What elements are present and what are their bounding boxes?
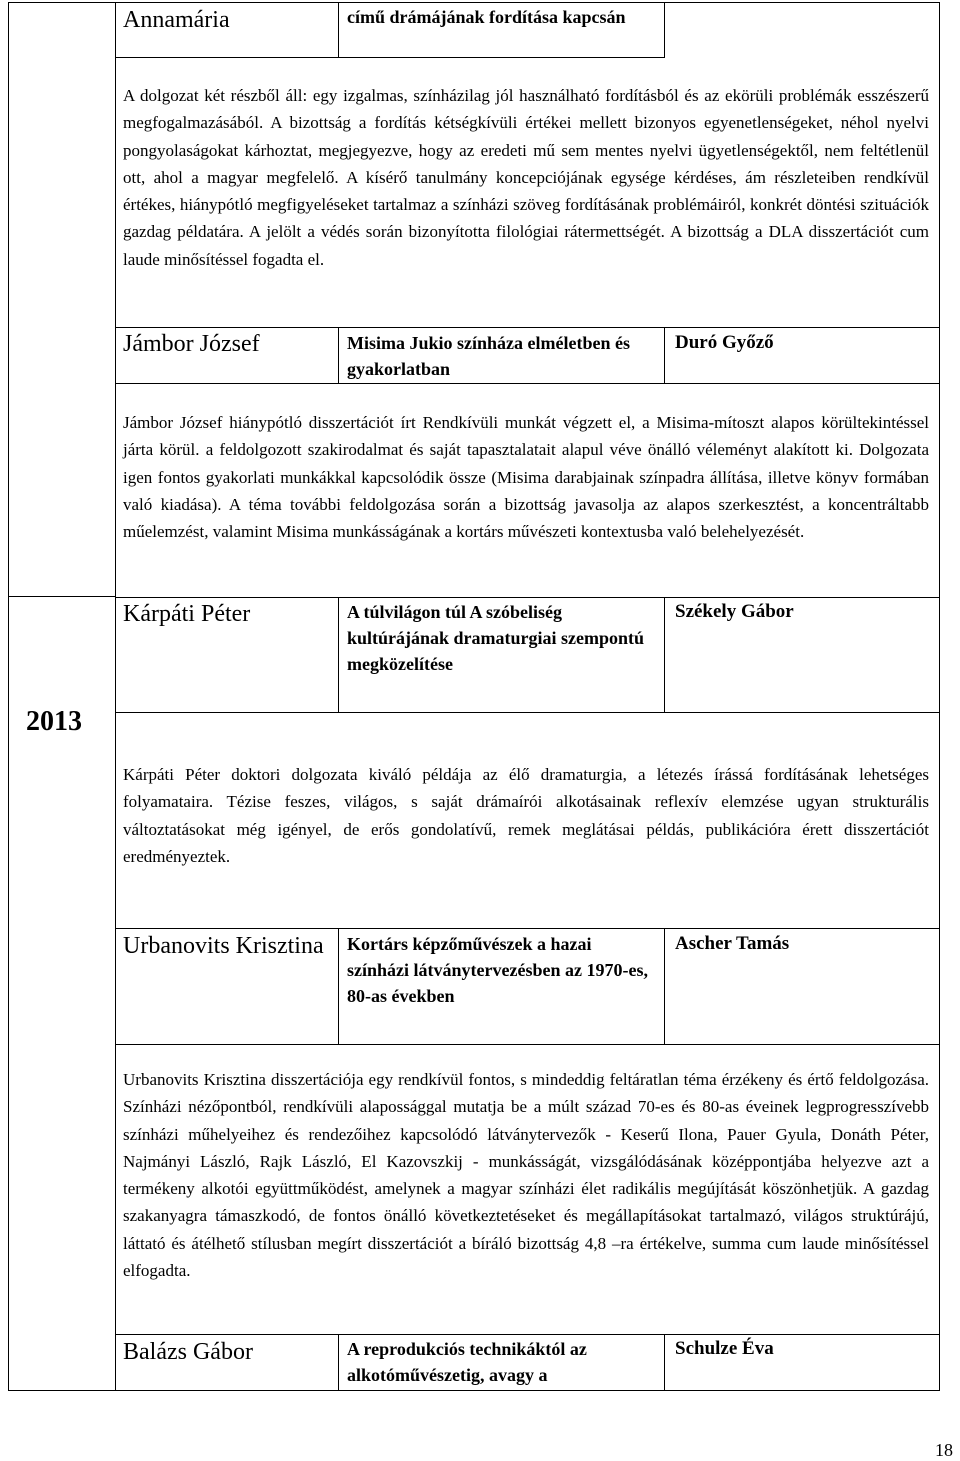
header-row-top xyxy=(115,1334,940,1335)
author-name: Kárpáti Péter xyxy=(123,601,251,627)
header-row-bottom xyxy=(115,57,665,58)
header-col-divider xyxy=(664,2,665,58)
header-col-divider xyxy=(664,928,665,1045)
evaluation-text: A dolgozat két részből áll: egy izgalmas, színházilag jól használható fordításból és az ekörüli problémák esszészerű megfogalmazásából. A bizottság a fordítás kétségkívüli értékei mellett bizonyos egyenetlenségeket, néhol nyelvi pongyolaságokat kárhoztat, megjegyezve, hogy az eredeti mű sem mentes nyelvi ügyetlenségektől, nem feltétlenül ott, ahol a magyar megfelelő. A kísérő tanulmány koncepciójának egysége kérdéses, ám részleteiben rendkívül értékes, hiánypótló megfigyeléseket tartalmaz a színházi szöveg fordításának problémáiról, konkrét döntési szituációk gazdag példatára. A jelölt a védés során bizonyította filológiai rátermettségét. A bizottság a DLA disszertációt cum laude minősítéssel fogadta el. xyxy=(123,86,929,269)
year-label: 2013 xyxy=(26,706,82,737)
header-row-bottom xyxy=(115,383,940,384)
supervisor-name: Duró Győző xyxy=(675,332,774,353)
evaluation-text: Jámbor József hiánypótló disszertációt írt Rendkívüli munkát végzett el, a Misima-mítoszt alapos körültekintéssel járta körül. a feldolgozott szakirodalmat és saját tapasztalatait alapul véve önálló véleményt alakított ki. Dolgozata igen fontos gyakorlati munkákkal kapcsolódik össze (Misima darabjainak színpadra állítása, illetve könyv formában való kiadása). A téma további feldolgozása során a bizottság javasolja az alapos szerkesztést, a koncentráltabb műelemzést, valamint Misima munkásságának a kortárs művészeti kontextusba való belehelyezését. xyxy=(123,413,929,542)
dissertation-title: A túlvilágon túl A szóbeliség kultúrájának dramaturgiai szempontú megközelítése xyxy=(347,602,645,674)
supervisor-name: Székely Gábor xyxy=(675,601,794,622)
header-row-top xyxy=(115,928,940,929)
year-cell-divider xyxy=(8,596,116,597)
table-border-divider xyxy=(115,2,116,1391)
dissertation-title: Misima Jukio színháza elméletben és gyakorlatban xyxy=(347,333,630,379)
header-col-divider xyxy=(338,928,339,1045)
supervisor-name: Schulze Éva xyxy=(675,1338,774,1359)
dissertation-title: A reprodukciós technikáktól az alkotóművészetig, avagy a xyxy=(347,1339,587,1385)
evaluation-text: Kárpáti Péter doktori dolgozata kiváló példája az élő dramaturgia, a létezés írássá fordításának lehetséges folyamataira. Tézise feszes, világos, s saját drámaírói alkotásainak reflexív elemzése ugyan strukturális változtatásokat még igényel, de erős gondolatívű, remek meglátásai példás, publikációra érett disszertációt eredményeztek. xyxy=(123,765,929,866)
header-col-divider xyxy=(664,327,665,384)
header-row-bottom xyxy=(115,1044,940,1045)
evaluation-text: Urbanovits Krisztina disszertációja egy rendkívül fontos, s mindeddig feltáratlan téma érzékeny és értő feldolgozása. Színházi nézőpontból, rendkívüli alapossággal mutatja be a múlt század 70-es és 80-as éveinek legprogresszívebb színházi műhelyeihez és rendezőihez kapcsolódó látványtervezők - Keserű Ilona, Pauer Gyula, Donáth Péter, Najmányi László, Rajk László, El Kazovszkij - munkásságát, vizsgálódásának középpontjába helyezve azt a termékeny alkotói együttműködést, amelynek a magyar színházi élet radikális megújítását köszönhetjük. A gazdag szakanyagra támaszkodó, de fontos önálló következtetéseket és megállapításokat tartalmazó, világos struktúrájú, láttató és átélhető stílusban megírt disszertációt a bíráló bizottság 4,8 –ra értékelve, summa cum laude minősítéssel elfogadta. xyxy=(123,1070,929,1281)
header-row-bottom xyxy=(115,712,940,713)
header-col-divider xyxy=(338,1334,339,1391)
author-name: Balázs Gábor xyxy=(123,1339,253,1365)
header-row-top xyxy=(115,327,940,328)
author-name: Urbanovits Krisztina xyxy=(123,933,324,959)
table-border-bottom xyxy=(8,1390,940,1391)
table-border-right xyxy=(939,2,940,1391)
header-col-divider xyxy=(338,2,339,58)
header-col-divider xyxy=(338,327,339,384)
header-col-divider xyxy=(338,597,339,713)
header-row-top xyxy=(115,597,940,598)
header-col-divider xyxy=(664,597,665,713)
header-col-divider xyxy=(664,1334,665,1391)
dissertation-title: című drámájának fordítása kapcsán xyxy=(347,7,626,27)
author-name: Jámbor József xyxy=(123,331,260,357)
dissertation-title: Kortárs képzőművészek a hazai színházi látványtervezésben az 1970-es, 80-as években xyxy=(347,934,648,1006)
page-number: 18 xyxy=(935,1440,953,1460)
supervisor-name: Ascher Tamás xyxy=(675,933,790,954)
table-border-left xyxy=(8,2,9,1391)
author-name: Annamária xyxy=(123,7,230,33)
table-border-top xyxy=(8,2,940,3)
